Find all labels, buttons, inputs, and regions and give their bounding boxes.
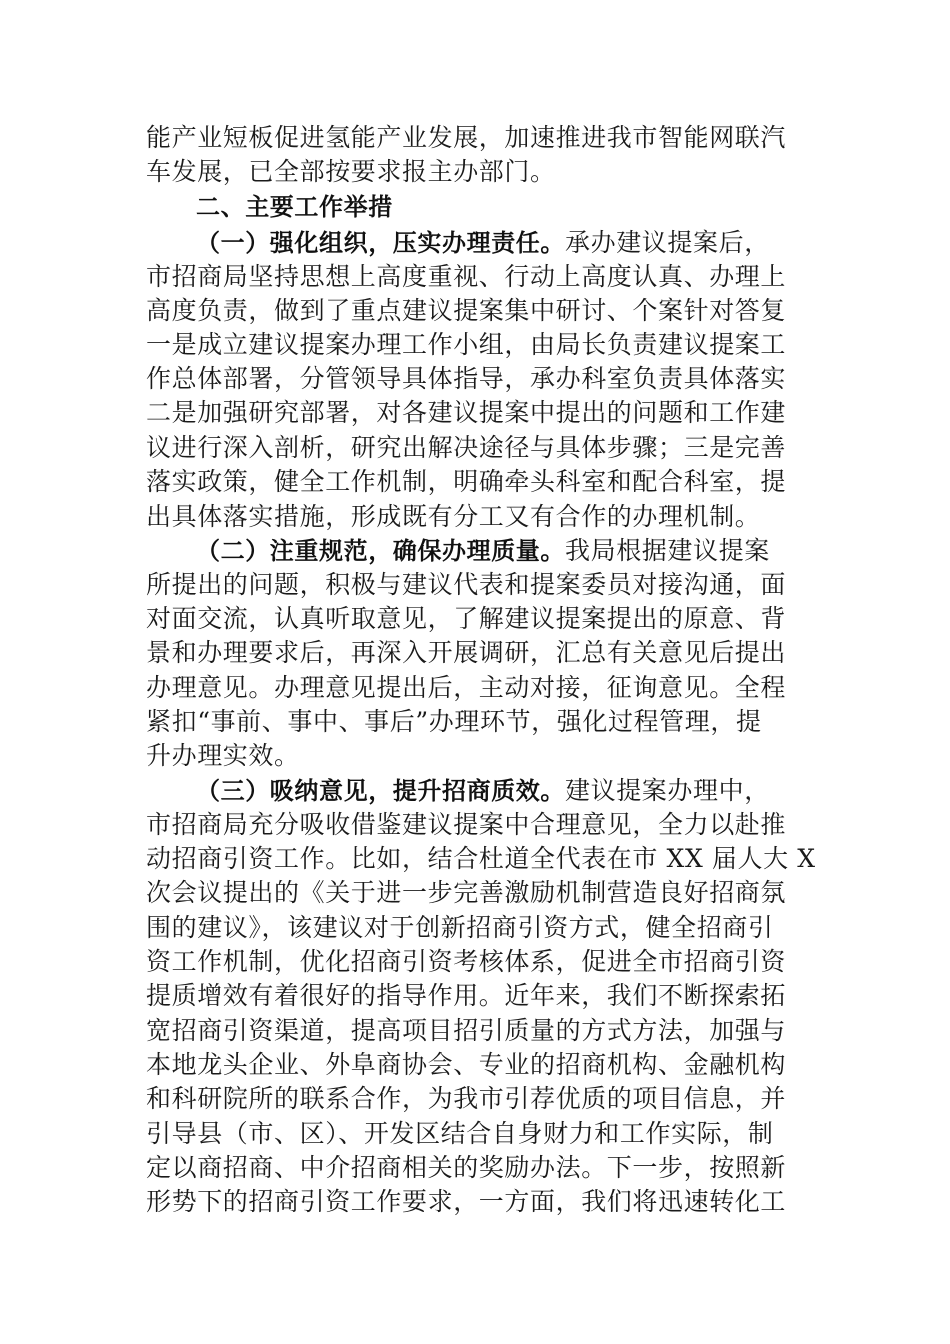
- text-line: 市招商局充分吸收借鉴建议提案中合理意见，全力以赴推: [146, 810, 787, 839]
- text-line: 落实政策，健全工作机制，明确牵头科室和配合科室，提: [146, 467, 787, 496]
- text-line: 宽招商引资渠道，提高项目招引质量的方式方法，加强与: [146, 1016, 787, 1045]
- text-line: 紧扣“事前、事中、事后”办理环节，强化过程管理，提: [146, 707, 762, 736]
- paragraph-lead: （二）注重规范，确保办理质量。: [196, 537, 565, 565]
- text-line: 定以商招商、中介招商相关的奖励办法。下一步，按照新: [146, 1153, 787, 1182]
- text-line: 和科研院所的联系合作，为我市引荐优质的项目信息，并: [146, 1084, 787, 1113]
- text-line: 所提出的问题，积极与建议代表和提案委员对接沟通，面: [146, 570, 787, 599]
- text-line: 车发展，已全部按要求报主办部门。: [146, 157, 556, 186]
- text-line: 提质增效有着很好的指导作用。近年来，我们不断探索拓: [146, 981, 787, 1010]
- text-line: 能产业短板促进氢能产业发展，加速推进我市智能网联汽: [146, 123, 787, 152]
- text-line: 围的建议》，该建议对于创新招商引资方式，健全招商引: [146, 913, 774, 942]
- text-line: 本地龙头企业、外阜商协会、专业的招商机构、金融机构: [146, 1050, 787, 1079]
- paragraph-lead-rest: 承办建议提案后，: [565, 228, 770, 257]
- text-line: 景和办理要求后，再深入开展调研，汇总有关意见后提出: [146, 638, 787, 667]
- text-line: 形势下的招商引资工作要求，一方面，我们将迅速转化工: [146, 1187, 787, 1216]
- text-line: 议进行深入剖析，研究出解决途径与具体步骤；三是完善: [146, 433, 787, 462]
- paragraph-lead-rest: 我局根据建议提案: [565, 536, 770, 565]
- text-line: 出具体落实措施，形成既有分工又有合作的办理机制。: [146, 502, 761, 531]
- paragraph-lead: （一）强化组织，压实办理责任。: [196, 229, 565, 257]
- text-line: 高度负责，做到了重点建议提案集中研讨、个案针对答复: [146, 296, 787, 325]
- text-line: 一是成立建议提案办理工作小组，由局长负责建议提案工: [146, 330, 787, 359]
- paragraph-start-line: [196, 534, 806, 568]
- text-line: 次会议提出的《关于进一步完善激励机制营造良好招商氛: [146, 878, 787, 907]
- paragraph-lead: （三）吸纳意见，提升招商质效。: [196, 777, 565, 805]
- text-line: 引导县（市、区）、开发区结合自身财力和工作实际，制: [146, 1119, 774, 1148]
- paragraph-lead-rest: 建议提案办理中，: [565, 776, 770, 805]
- paragraph-start-line: [196, 226, 806, 260]
- text-line: 对面交流，认真听取意见，了解建议提案提出的原意、背: [146, 604, 787, 633]
- text-line: 市招商局坚持思想上高度重视、行动上高度认真、办理上: [146, 262, 787, 291]
- paragraph-start-line: [196, 774, 806, 808]
- text-line: 办理意见。办理意见提出后，主动对接，征询意见。全程: [146, 673, 787, 702]
- text-line: 动招商引资工作。比如，结合杜道全代表在市 XX 届人大 X: [146, 844, 816, 873]
- text-line: 资工作机制，优化招商引资考核体系，促进全市招商引资: [146, 947, 787, 976]
- text-line: 二是加强研究部署，对各建议提案中提出的问题和工作建: [146, 398, 787, 427]
- text-line: 作总体部署，分管领导具体指导，承办科室负责具体落实: [146, 364, 787, 393]
- text-line: 升办理实效。: [146, 741, 300, 770]
- section-heading: 二、主要工作举措: [196, 193, 393, 221]
